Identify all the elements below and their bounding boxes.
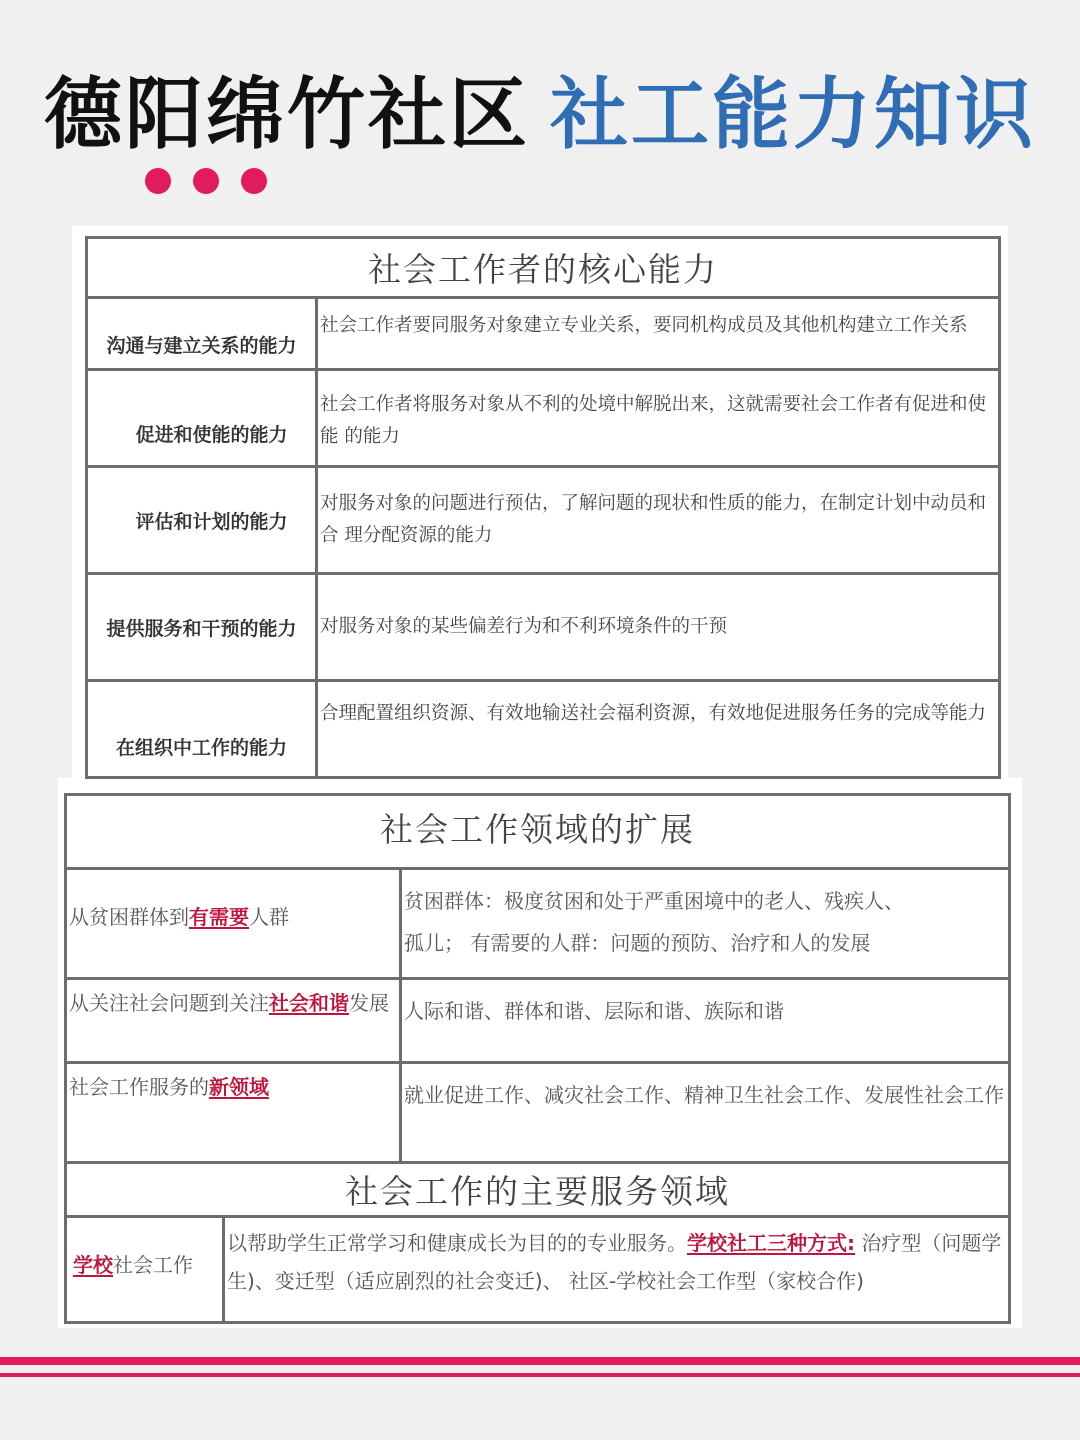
desc-text: 治疗型（问题学生)、变迁型（适应剧烈的社会变迁)、 社区-学校社会工作型（家校合作): [227, 1231, 1002, 1293]
label-text: 从关注社会问题到关注: [69, 991, 269, 1015]
table-row: [66, 1217, 1010, 1323]
dot-icon: [193, 168, 219, 194]
table-row: [87, 681, 1000, 778]
table-title: 社会工作的主要服务领域: [66, 1163, 1010, 1217]
ability-label: 促进和使能的能力: [87, 370, 317, 467]
highlight-text: 有需要: [189, 905, 249, 929]
desc-line: 就业促进工作、减灾社会工作、精神卫生社会工作、发展性社会工作: [404, 1083, 1004, 1107]
highlight-text: 新领域: [209, 1075, 269, 1099]
desc-line: 孤儿； 有需要的人群：问题的预防、治疗和人的发展: [404, 931, 871, 955]
label-text: 发展: [349, 991, 389, 1015]
table-row: [87, 370, 1000, 467]
label-text: 人群: [249, 905, 289, 929]
highlight-text: 学校社工三种方式:: [687, 1231, 855, 1255]
service-desc: [224, 1217, 1010, 1323]
table-row: [66, 1063, 1010, 1163]
desc-text: 以帮助学生正常学习和健康成长为目的的专业服务。: [227, 1231, 687, 1255]
table-title: 社会工作者的核心能力: [87, 238, 1000, 298]
ability-desc: 对服务对象的某些偏差行为和不利环境条件的干预: [317, 574, 1000, 681]
title-topic: 社工能力知识: [550, 70, 1037, 160]
table-row: [87, 574, 1000, 681]
ability-label: 在组织中工作的能力: [87, 681, 317, 778]
ability-desc: 社会工作者将服务对象从不利的处境中解脱出来，这就需要社会工作者有促进和使能 的能力: [317, 370, 1000, 467]
highlight-text: 学校: [73, 1253, 113, 1277]
label-text: 社会工作服务的: [69, 1075, 209, 1099]
desc-line: 人际和谐、群体和谐、层际和谐、族际和谐: [404, 999, 784, 1023]
ability-desc: 对服务对象的问题进行预估，了解问题的现状和性质的能力，在制定计划中动员和合 理分配资源的能力: [317, 467, 1000, 574]
service-label: [66, 1217, 224, 1323]
dot-icon: [241, 168, 267, 194]
ability-desc: 社会工作者要同服务对象建立专业关系，要同机构成员及其他机构建立工作关系: [317, 298, 1000, 370]
label-text: 从贫困群体到: [69, 905, 189, 929]
expansion-desc: [401, 869, 1010, 979]
table-row: [66, 869, 1010, 979]
expansion-desc: [401, 979, 1010, 1063]
footer-band-thick: [0, 1357, 1080, 1365]
expansion-label: [66, 1063, 401, 1163]
core-abilities-table: [85, 236, 1001, 779]
decorative-dots: [145, 168, 267, 194]
page-title: [0, 52, 1080, 164]
field-expansion-table: [64, 793, 1011, 1324]
table-row: [66, 979, 1010, 1063]
title-location: 德阳绵竹社区: [43, 70, 530, 160]
expansion-desc: [401, 1063, 1010, 1163]
label-text: 社会工作: [113, 1253, 193, 1277]
desc-line: 贫困群体：极度贫困和处于严重困境中的老人、残疾人、: [404, 889, 904, 913]
ability-label: 提供服务和干预的能力: [87, 574, 317, 681]
expansion-label: [66, 869, 401, 979]
expansion-label: [66, 979, 401, 1063]
table-title: 社会工作领域的扩展: [66, 795, 1010, 869]
highlight-text: 社会和谐: [269, 991, 349, 1015]
dot-icon: [145, 168, 171, 194]
table-row: [87, 298, 1000, 370]
footer-band-thin: [0, 1373, 1080, 1377]
table-row: [87, 467, 1000, 574]
ability-label: 评估和计划的能力: [87, 467, 317, 574]
ability-label: 沟通与建立关系的能力: [87, 298, 317, 370]
ability-desc: 合理配置组织资源、有效地输送社会福利资源，有效地促进服务任务的完成等能力: [317, 681, 1000, 778]
